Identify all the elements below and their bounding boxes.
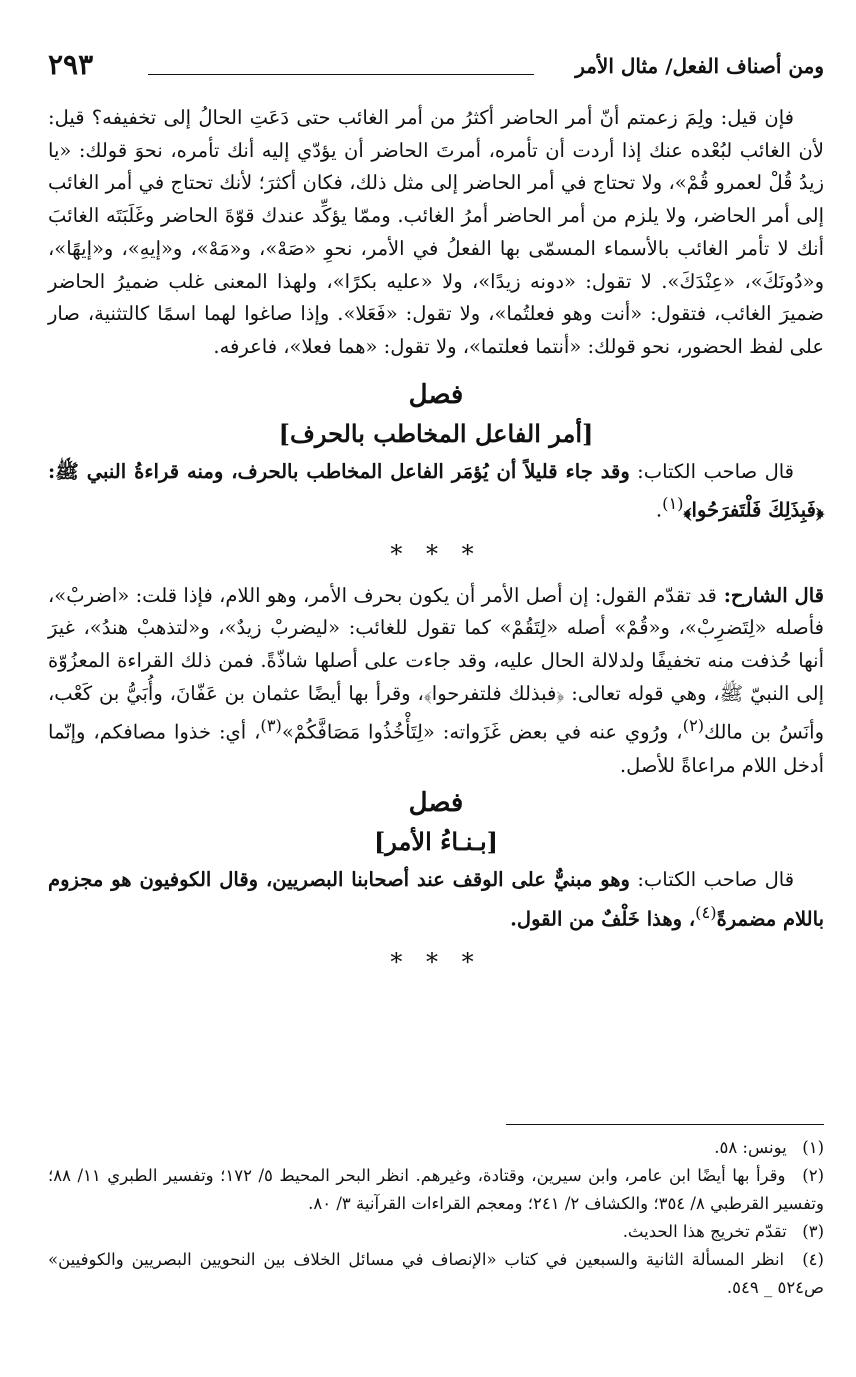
footnote-number: (٣) <box>802 1222 824 1241</box>
author-lead: قال صاحب الكتاب: <box>629 459 794 483</box>
section-title: [بـنـاءُ الأمر] <box>373 827 499 857</box>
section-heading: فصل <box>408 379 464 410</box>
section-title: [أمر الفاعل المخاطب بالحرف] <box>278 418 594 448</box>
footnote-text: تقدّم تخريج هذا الحديث. <box>622 1222 787 1241</box>
footnote-number: (٢) <box>802 1166 824 1185</box>
sharih-lead: قال الشارح: <box>716 583 824 607</box>
page-body <box>48 102 824 988</box>
footnote <box>48 1218 824 1246</box>
author-quote <box>48 456 824 528</box>
commentary-text-2: ، ورُوي عنه في بعض غَزَواته: «لِتَأْخُذُوا مَصَافَّكُمْ» <box>281 720 683 744</box>
header-rule <box>148 74 534 75</box>
footnote-ref: (٣) <box>260 716 282 736</box>
author-end: . <box>655 498 663 522</box>
footnote-text: وقرأ بها أيضًا ابن عامر، وابن سيرين، وقتادة، وغيرهم. انظر البحر المحيط ٥/ ١٧٢؛ وتفسير الطبري ١١/ ٨٨؛ وتفسير القرطبي ٨/ ٣٥٤؛ والكشاف ٢/ ٢٤١؛ ومعجم القراءات القرآنية ٣/ ٨٠. <box>48 1166 824 1213</box>
commentary-text: قد تقدّم القول: إن أصل الأمر أن يكون بحرف الأمر، وهو اللام، فإذا قلت: «اضربْ»، فأصله «لِتَضرِبْ»، و«قُمْ» أصله «لِتَقُمْ» كما تقول للغائب: «ليضربْ زيدٌ»، و«لتذهبْ هندُ»، غيرَ أنها حُذفت منه تخفيفًا ولدلالة الحال عليه، وقد جاءت على أصلها شاذّةً. فمن ذلك القراءة المعزُوّة إلى النبيّ ﷺ، وهي قوله تعالى: ﴿فبذلك فلتفرحوا﴾، وقرأ بها أيضًا عثمان بن عَفّانَ، وأُبَيُّ بن كَعْب، وأنَسُ بن مالك <box>48 583 824 744</box>
footnote-number: (٤) <box>802 1250 824 1269</box>
footnote <box>48 1246 824 1302</box>
author-text: وقد جاء قليلاً أن يُؤمَر الفاعل المخاطب بالحرف، ومنه قراءةُ النبي ﷺ: ﴿فَبِذَلِكَ فَلْتَفرَحُوا﴾ <box>48 459 824 522</box>
footnote <box>48 1162 824 1218</box>
footnote-ref: (١) <box>662 494 684 514</box>
book-page <box>48 38 824 1348</box>
page-number: ٢٩٣ <box>48 48 94 81</box>
section-heading: فصل <box>408 788 464 819</box>
footnote-number: (١) <box>802 1138 824 1157</box>
footnotes <box>48 1134 824 1302</box>
author-text-2: ، وهذا خَلْفٌ من القول. <box>510 907 696 931</box>
author-text: وهو مبنيٌّ على الوقف عند أصحابنا البصريين، وقال الكوفيون هو مجزوم باللام مضمرةً <box>48 868 824 931</box>
running-title: ومن أصناف الفعل/ مثال الأمر <box>575 54 824 78</box>
footnote-text: انظر المسألة الثانية والسبعين في كتاب «الإنصاف في مسائل الخلاف بين النحويين البصريين والكوفيين» ص٥٢٤ _ ٥٤٩. <box>48 1250 824 1297</box>
author-lead: قال صاحب الكتاب: <box>629 868 795 892</box>
commentary-text-3: ، أي: خذوا مصافكم، وإنّما أدخل اللام مراعاةً للأصل. <box>48 720 824 777</box>
footnote-text: يونس: ٥٨. <box>714 1138 787 1157</box>
footnote <box>48 1134 824 1162</box>
paragraph-intro: فإن قيل: ولِمَ زعمتم أنّ أمر الحاضر أكثرُ من أمر الغائب حتى دَعَتِ الحالُ إلى تخفيفه؟ قيل: لأن الغائب لبُعْده عنك إذا أردت أن تأمره، أمرتَ الحاضر أن يؤدّي إليه أنك تأمره، نحوَ قولك: «يا زيدُ قُلْ لعمرو قُمْ»، ولا تحتاج في أمر الحاضر إلى مثل ذلك، فكان أكثرَ؛ لأنك تحتاج في أمر الغائب إلى أمر الحاضر، ولا يلزم من أمر الحاضر أمرُ الغائب. وممّا يؤكِّد عندك قوّةَ الحاضر وغَلَبَتَه الغائبَ أنك لا تأمر الغائب بالأسماء المسمّى بها الفعلُ في الأمر، نحوِ «صَهْ»، و«مَهْ»، و«إيهِ»، و«إيهًا»، و«دُونَكَ»، «عِنْدَكَ». لا تقول: «دونه زيدًا»، ولا «عليه بكرًا»، ولهذا المعنى غلب ضميرُ الحاضر ضميرَ الغائب، فتقول: «أنت وهو فعلتُما»، ولا تقول: «فَعَلا». وإذا صاغوا لهما اسمًا كالتثنية، صار على لفظ الحضور، نحو قولك: «أنتما فعلتما»، ولا تقول: «هما فعلا»، فاعرفه. <box>48 106 824 358</box>
page-header <box>48 48 824 84</box>
footnote-ref: (٢) <box>682 716 705 736</box>
section-separator: * * * <box>390 948 482 977</box>
footnote-rule <box>506 1124 824 1125</box>
section-separator: * * * <box>390 539 482 568</box>
footnote-ref: (٤) <box>695 902 717 922</box>
author-quote <box>48 864 824 936</box>
commentary <box>48 580 824 783</box>
